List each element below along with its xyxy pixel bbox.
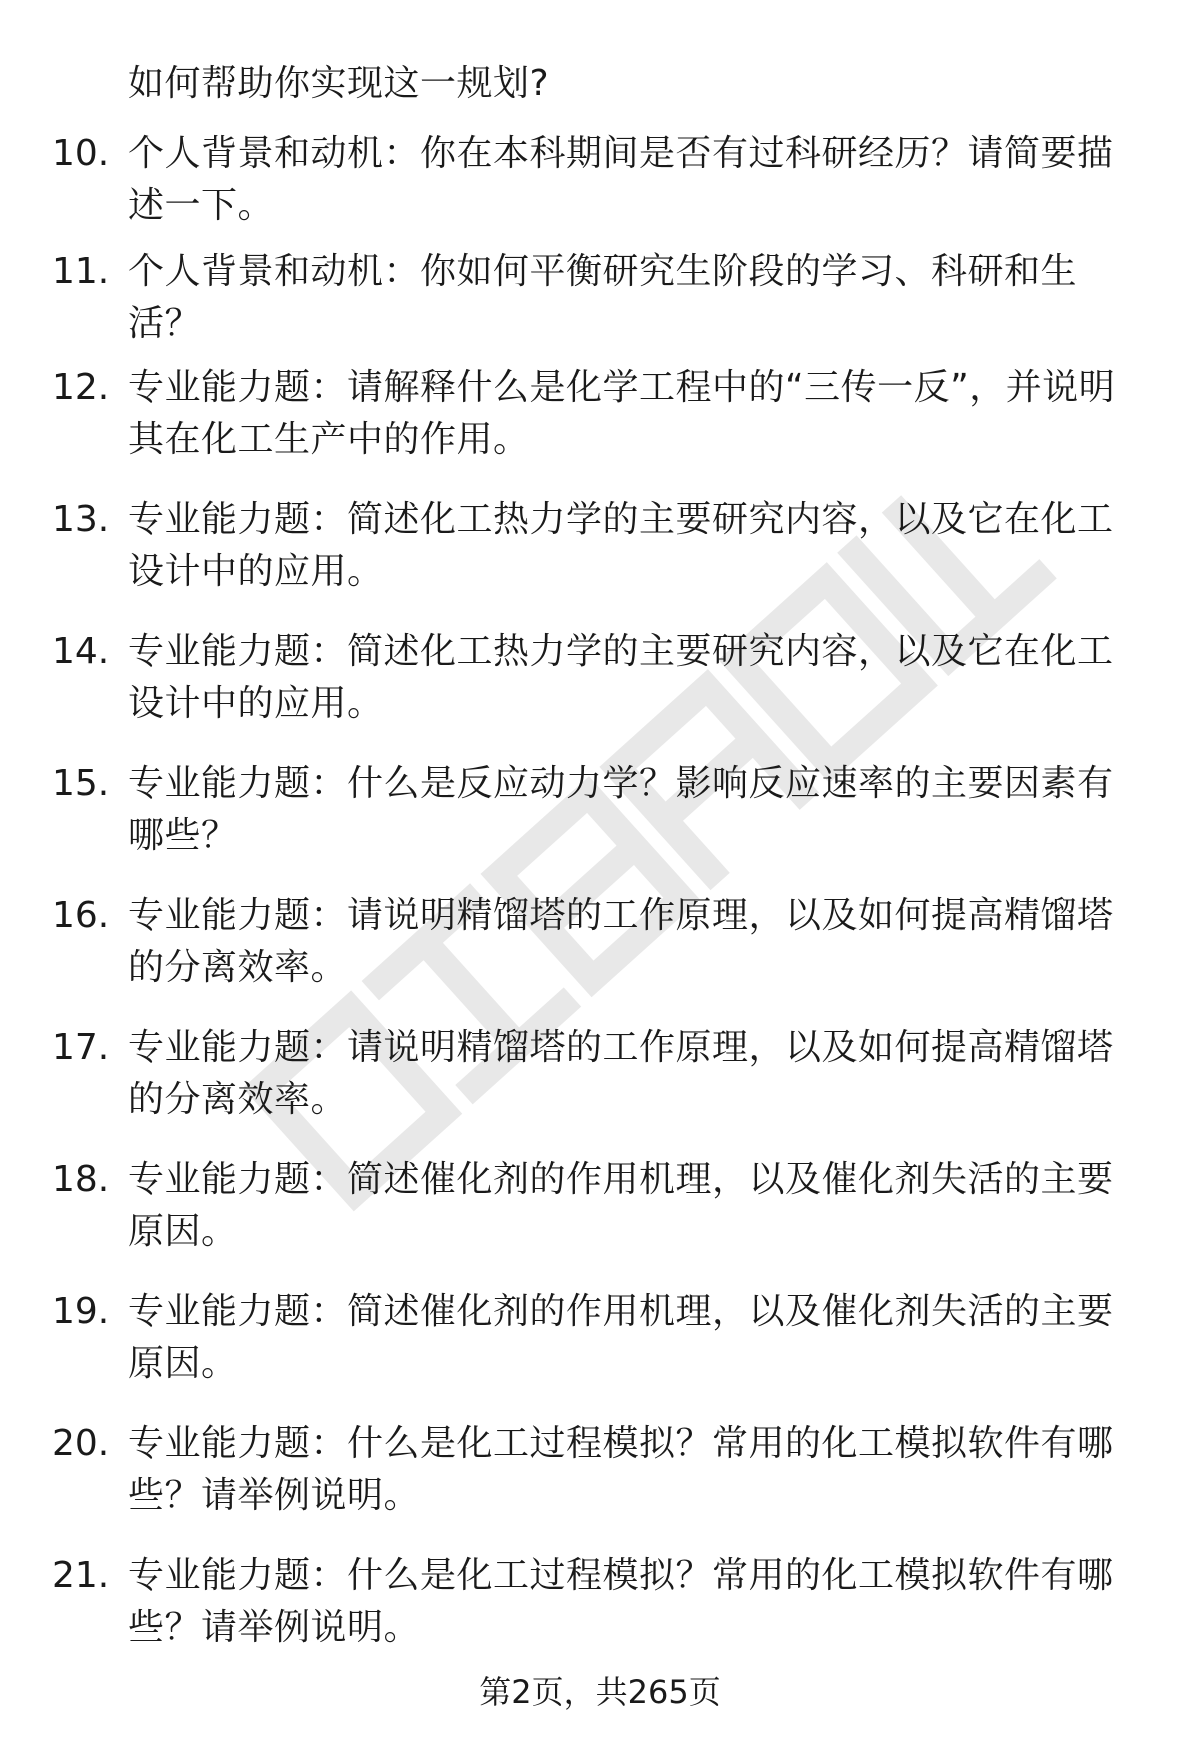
- question-text: 专业能力题：简述化工热力学的主要研究内容，以及它在化工设计中的应用。: [128, 631, 1114, 724]
- question-number: 11.: [52, 251, 110, 292]
- question-text: 专业能力题：简述催化剂的作用机理，以及催化剂失活的主要原因。: [128, 1159, 1114, 1252]
- question-text: 个人背景和动机：你如何平衡研究生阶段的学习、科研和生活？: [128, 251, 1078, 344]
- question-text: 专业能力题：简述化工热力学的主要研究内容，以及它在化工设计中的应用。: [128, 499, 1114, 592]
- question-number: 20.: [52, 1423, 110, 1464]
- question-text: 专业能力题：什么是反应动力学？影响反应速率的主要因素有哪些？: [128, 763, 1114, 856]
- question-text: 专业能力题：什么是化工过程模拟？常用的化工模拟软件有哪些？请举例说明。: [128, 1555, 1114, 1648]
- question-text: 专业能力题：请说明精馏塔的工作原理，以及如何提高精馏塔的分离效率。: [128, 1027, 1114, 1120]
- question-number: 16.: [52, 895, 110, 936]
- question-number: 21.: [52, 1555, 110, 1596]
- question-text: 专业能力题：请说明精馏塔的工作原理，以及如何提高精馏塔的分离效率。: [128, 895, 1114, 988]
- question-text: 个人背景和动机：你在本科期间是否有过科研经历？请简要描述一下。: [128, 133, 1114, 226]
- question-text: 专业能力题：什么是化工过程模拟？常用的化工模拟软件有哪些？请举例说明。: [128, 1423, 1114, 1516]
- question-number: 15.: [52, 763, 110, 804]
- question-number: 19.: [52, 1291, 110, 1332]
- question-number: 13.: [52, 499, 110, 540]
- question-number: 18.: [52, 1159, 110, 1200]
- page-number-footer: 第2页，共265页: [479, 1673, 721, 1711]
- question-number: 10.: [52, 133, 110, 174]
- continuation-text: 如何帮助你实现这一规划?: [128, 63, 550, 104]
- question-number: 14.: [52, 631, 110, 672]
- question-text: 专业能力题：请解释什么是化学工程中的“三传一反”，并说明其在化工生产中的作用。: [128, 367, 1116, 460]
- question-number: 12.: [52, 367, 110, 408]
- question-text: 专业能力题：简述催化剂的作用机理，以及催化剂失活的主要原因。: [128, 1291, 1114, 1384]
- question-number: 17.: [52, 1027, 110, 1068]
